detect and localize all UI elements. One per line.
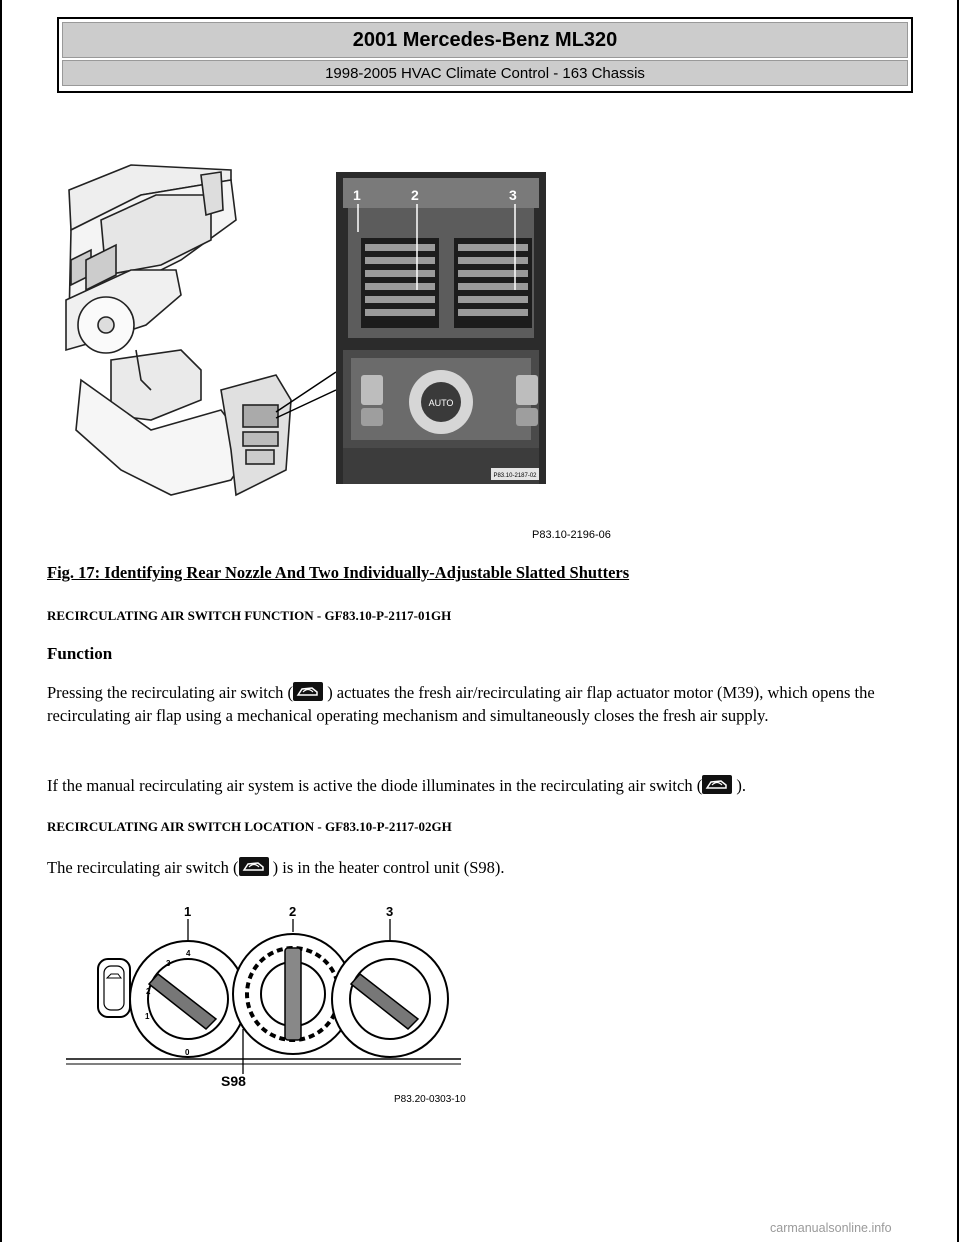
callout-3: 3 — [509, 187, 517, 203]
callout-1: 1 — [353, 187, 361, 203]
recirculating-air-icon — [702, 775, 732, 794]
figure2-code: P83.20-0303-10 — [394, 1094, 466, 1105]
page-border-left — [0, 0, 2, 1242]
dial1-mark-2: 2 — [146, 987, 151, 996]
dial1-mark-1: 1 — [145, 1012, 150, 1021]
paragraph-diode: If the manual recirculating air system is active the diode illuminates in the recirculating air switch ( ). — [47, 776, 746, 795]
unit-label-s98: S98 — [221, 1073, 246, 1089]
section-heading-function: RECIRCULATING AIR SWITCH FUNCTION - GF83.10-P-2117-01GH — [47, 608, 452, 623]
document-header — [57, 17, 913, 93]
document-subtitle: 1998-2005 HVAC Climate Control - 163 Chassis — [62, 60, 908, 86]
dial1-mark-0: 0 — [185, 1048, 190, 1057]
dial1-mark-4: 4 — [186, 949, 191, 958]
figure-caption: Fig. 17: Identifying Rear Nozzle And Two Individually-Adjustable Slatted Shutters — [47, 563, 630, 582]
callout-2: 2 — [411, 187, 419, 203]
figure-heater-control-unit — [66, 904, 476, 1104]
document-title: 2001 Mercedes-Benz ML320 — [62, 22, 908, 58]
recirculating-air-icon — [293, 682, 323, 701]
section-heading-location: RECIRCULATING AIR SWITCH LOCATION - GF83.10-P-2117-02GH — [47, 819, 452, 834]
knob-auto-label: AUTO — [428, 398, 454, 408]
subheading-function: Function — [47, 644, 113, 663]
recirculating-air-icon — [239, 857, 269, 876]
paragraph-location: The recirculating air switch ( ) is in the heater control unit (S98). — [47, 858, 505, 877]
fig2-callout-1: 1 — [184, 904, 192, 919]
watermark: carmanualsonline.info — [770, 1221, 892, 1235]
fig2-callout-2: 2 — [289, 904, 297, 919]
figure1-code: P83.10-2196-06 — [532, 529, 611, 541]
photo-plate-code: P83.10-2187-02 — [493, 473, 537, 479]
figure-rear-nozzle — [61, 150, 611, 550]
paragraph-function: Pressing the recirculating air switch ( ) actuates the fresh air/recirculating air flap actuator motor (M39), which opens the recirculating air flap using a mechanical operating mechanism and simultaneously closes the fresh air supply. — [47, 683, 875, 725]
fig2-callout-3: 3 — [386, 904, 394, 919]
page-border-right — [957, 0, 959, 1242]
dial1-mark-3: 3 — [166, 959, 171, 968]
